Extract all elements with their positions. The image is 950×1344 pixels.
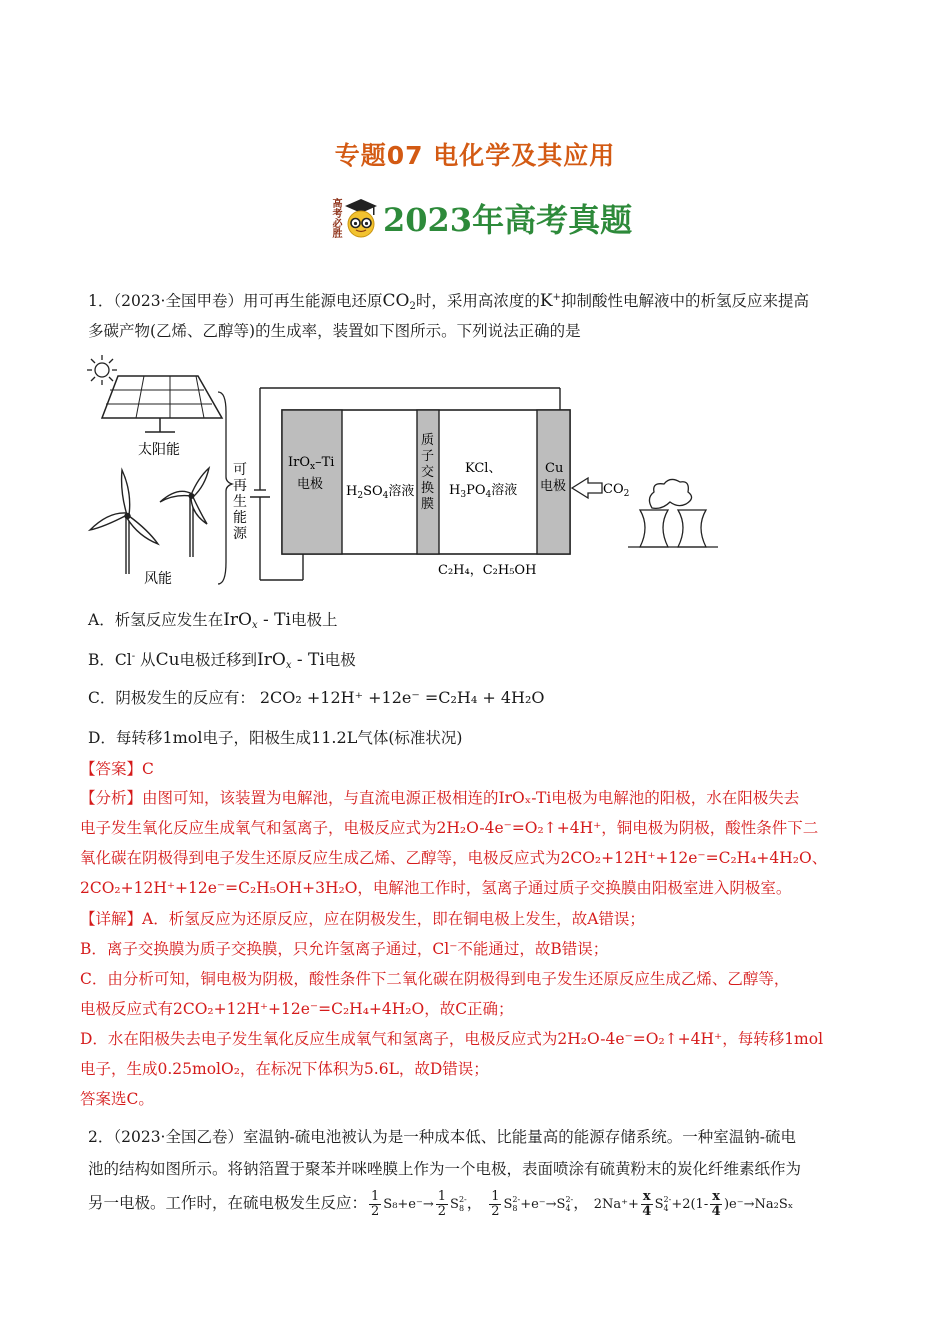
graduate-mascot-icon bbox=[343, 197, 379, 239]
option-b-formula: IrO bbox=[257, 650, 286, 670]
source-char-5: 源 bbox=[233, 526, 247, 542]
detail-line: 电极反应式有2CO₂+12H⁺+12e⁻=C₂H₄+4H₂O，故C正确； bbox=[80, 1000, 514, 1018]
banner-vertical-text: 高考必胜 bbox=[330, 198, 341, 238]
brace bbox=[218, 392, 232, 584]
option-b-from: 从 bbox=[140, 651, 156, 669]
q1-option-c[interactable] bbox=[88, 686, 545, 708]
page-title: 专题07 电化学及其应用 bbox=[334, 141, 616, 170]
products-label: C₂H₄，C₂H₅OH bbox=[438, 563, 537, 578]
detail-line: D．水在阳极失去电子发生氧化反应生成氧气和氢离子，电极反应式为2H₂O-4e⁻=O₂↑+4H⁺，每转移1mol bbox=[80, 1030, 824, 1048]
source-char-3: 生 bbox=[233, 494, 247, 510]
left-solution-label: $H_2SO_4$溶液 bbox=[346, 484, 415, 501]
right-solution-label-2: $H_3PO_4$溶液 bbox=[449, 483, 518, 500]
anode-label-1: IrO$_x$–Ti bbox=[288, 455, 335, 472]
option-b-to: 电极迁移到 bbox=[179, 651, 258, 669]
membrane-char-3: 交 bbox=[421, 465, 435, 480]
option-d-text: D．每转移 bbox=[88, 729, 163, 747]
reaction-2: S bbox=[503, 1197, 513, 1212]
fraction: $\frac{x}{4}$ bbox=[711, 1188, 721, 1219]
fraction: $\frac{1}{2}$ bbox=[437, 1188, 447, 1219]
reaction-3-c: +2(1- bbox=[671, 1197, 709, 1212]
q2-stem-line3: 另一电极。工作时，在硫电极发生反应： $\frac{1}{2}$ S₈+e⁻→ $\frac{1}{2}$ S 2- 8 ， $\frac{1}{2}$ S 2- 8 +e⁻→S 2- 4 ， 2Na⁺+ $\frac{x}{4}$ S 2- 4 +2(1- $\frac{x}{4}$ )e⁻→Na₂Sₓ bbox=[88, 1188, 794, 1219]
q1-option-d[interactable] bbox=[88, 726, 462, 748]
co2-inlet-arrow-icon bbox=[572, 478, 602, 498]
option-a-end: 电极上 bbox=[290, 611, 338, 629]
analysis-line: 氧化碳在阴极得到电子发生还原反应生成乙烯、乙醇等，电极反应式为2CO₂+12H⁺+12e⁻=C₂H₄+4H₂O、 bbox=[80, 849, 828, 867]
detail-line: C．由分析可知，铜电极为阴极，酸性条件下二氧化碳在阴极得到电子发生还原反应生成乙烯、乙醇等， bbox=[80, 970, 790, 988]
option-a-ti: - Ti bbox=[257, 610, 291, 630]
membrane-char-4: 换 bbox=[421, 481, 435, 496]
fraction: $\frac{1}{2}$ bbox=[371, 1188, 380, 1219]
q1-analysis bbox=[80, 783, 880, 903]
q1-detail bbox=[80, 904, 880, 1114]
co2-inlet-label: $CO_2$ bbox=[603, 482, 630, 499]
option-d-vol: 11.2L bbox=[311, 728, 358, 747]
right-solution-label-1: KCl、 bbox=[465, 461, 502, 476]
q1-stem-text-c: 抑制酸性电解液中的析氢反应来提高 bbox=[560, 292, 809, 310]
option-b-ti: - Ti bbox=[291, 650, 325, 670]
q1-stem-line1: 1．（2023·全国甲卷）用可再生能源电还原$CO_2$时，采用高浓度的K+抑制酸性电解液中的析氢反应来提高 bbox=[88, 291, 809, 312]
analysis-line: 电子发生氧化反应生成氧气和氢离子，电极反应式为2H₂O-4e⁻=O₂↑+4H⁺，铜电极为阴极，酸性条件下二 bbox=[80, 819, 819, 837]
source-char-1: 可 bbox=[233, 462, 247, 478]
analysis-line: 【分析】由图可知，该装置为电解池，与直流电源正极相连的IrOₓ-Ti电极为电解池的阳极，水在阳极失去 bbox=[80, 789, 800, 807]
q1-stem-co2: CO bbox=[382, 291, 410, 311]
diagram-svg bbox=[80, 352, 730, 592]
q1-stem-text-a: 1．（2023·全国甲卷）用可再生能源电还原 bbox=[88, 292, 383, 310]
detail-line: B．离子交换膜为质子交换膜，只允许氢离子通过，Cl⁻不能通过，故B错误； bbox=[80, 940, 609, 958]
membrane-char-2: 子 bbox=[421, 449, 435, 464]
solar-label: 太阳能 bbox=[138, 442, 180, 458]
source-char-2: 再 bbox=[233, 478, 247, 494]
membrane-char-5: 膜 bbox=[421, 497, 435, 512]
reaction-3-s: S bbox=[654, 1197, 664, 1212]
q2-stem-line1: 2．（2023·全国乙卷）室温钠-硫电池被认为是一种成本低、比能量高的能源存储系统。一种室温钠-硫电 bbox=[88, 1128, 796, 1146]
q1-option-a[interactable]: A．析氢反应发生在IrO$_x$ - Ti电极上 bbox=[88, 610, 338, 631]
sun-icon bbox=[87, 355, 117, 385]
option-d-end: 气体(标准状况) bbox=[357, 729, 463, 747]
analysis-line: 2CO₂+12H⁺+12e⁻=C₂H₅OH+3H₂O，电解池工作时，氢离子通过质子交换膜由阳极室进入阴极室。 bbox=[80, 879, 792, 897]
factory-chimney-icon bbox=[628, 479, 718, 547]
fraction: $\frac{1}{2}$ bbox=[491, 1188, 500, 1219]
detail-line: 答案选C。 bbox=[80, 1090, 154, 1108]
solar-panel-icon bbox=[102, 376, 222, 432]
q1-option-b[interactable]: B．Cl- 从Cu电极迁移到IrO$_x$ - Ti电极 bbox=[88, 650, 356, 671]
electrolysis-diagram bbox=[80, 352, 730, 592]
separator: ， bbox=[573, 1194, 589, 1212]
wind-label: 风能 bbox=[144, 571, 172, 587]
reaction-2-b: +e⁻→S bbox=[520, 1197, 566, 1212]
option-b-end: 电极 bbox=[324, 651, 356, 669]
q2-line3-text: 另一电极。工作时，在硫电极发生反应： bbox=[88, 1194, 368, 1212]
q1-stem-line2: 多碳产物(乙烯、乙醇等)的生成率，装置如下图所示。下列说法正确的是 bbox=[88, 322, 581, 340]
q1-stem-k: K bbox=[539, 291, 553, 311]
option-d-mid: 电子，阳极生成 bbox=[202, 729, 312, 747]
option-a-formula: IrO bbox=[223, 610, 252, 630]
wind-turbine-icon bbox=[90, 468, 209, 574]
reaction-3-d: )e⁻→Na₂Sₓ bbox=[723, 1197, 794, 1212]
option-b-cu: Cu bbox=[155, 650, 180, 670]
banner-text: 2023年高考真题 bbox=[383, 201, 633, 239]
fraction: $\frac{x}{4}$ bbox=[642, 1188, 652, 1219]
cathode-label-2: 电极 bbox=[540, 479, 567, 494]
detail-line: 电子，生成0.25molO₂，在标况下体积为5.6L，故D错误； bbox=[80, 1060, 489, 1078]
source-char-4: 能 bbox=[233, 510, 247, 526]
q1-stem-text-b: 时，采用高浓度的 bbox=[415, 292, 540, 310]
q1-answer: 【答案】C bbox=[80, 760, 154, 778]
option-a-text: A．析氢反应发生在 bbox=[88, 611, 224, 629]
option-c-equation: 2CO₂ +12H⁺ +12e⁻ =C₂H₄ + 4H₂O bbox=[259, 688, 545, 707]
cathode-label-1: Cu bbox=[545, 461, 564, 476]
reaction-3: 2Na⁺+ bbox=[593, 1197, 639, 1212]
renewable-source-label bbox=[233, 462, 248, 542]
membrane-char-1: 质 bbox=[421, 433, 435, 448]
anode-label-2: 电极 bbox=[297, 477, 324, 492]
option-d-mol: 1mol bbox=[162, 728, 203, 747]
reaction-1-s: S bbox=[450, 1197, 459, 1212]
membrane-label bbox=[421, 433, 434, 512]
year-banner bbox=[330, 190, 632, 246]
detail-line: 【详解】A．析氢反应为还原反应，应在阴极发生，即在铜电极上发生，故A错误； bbox=[80, 910, 645, 928]
reaction-1: S₈+e⁻→ bbox=[383, 1197, 434, 1212]
q2-stem-line2: 池的结构如图所示。将钠箔置于聚苯并咪唑膜上作为一个电极，表面喷涂有硫黄粉末的炭化纤维素纸作为 bbox=[88, 1160, 802, 1178]
separator: ， bbox=[466, 1194, 483, 1212]
option-b-text: B．Cl bbox=[88, 651, 132, 669]
option-c-text: C．阴极发生的反应有： bbox=[88, 689, 255, 707]
